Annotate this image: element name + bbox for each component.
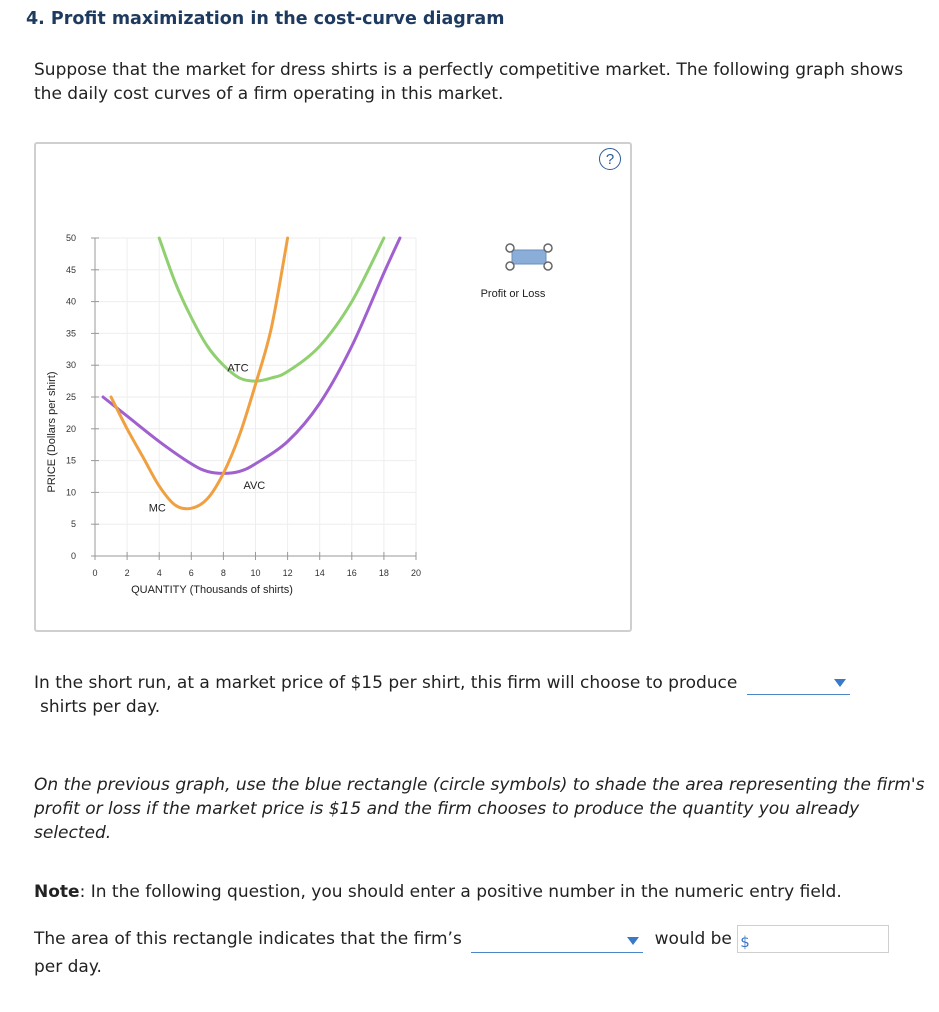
rectangle-handle-icon: [544, 262, 552, 270]
y-tick-label: 0: [70, 551, 76, 561]
x-tick-label: 10: [250, 568, 261, 578]
x-axis-label: QUANTITY (Thousands of shirts): [131, 584, 293, 596]
profit-loss-dropdown[interactable]: [471, 932, 643, 953]
profit-rectangle-tool: [512, 250, 546, 264]
chevron-down-icon: [834, 679, 846, 687]
rectangle-handle-icon: [506, 262, 514, 270]
note-paragraph: [34, 880, 929, 904]
y-tick-label: 25: [65, 392, 76, 402]
y-tick-label: 15: [65, 455, 76, 466]
curve-atc: [159, 238, 384, 381]
note-text: : In the following question, you should enter a positive number in the numeric entry field.: [79, 882, 842, 902]
y-tick-label: 20: [65, 423, 76, 434]
curve-label-mc: MC: [148, 502, 166, 515]
x-tick-label: 16: [346, 568, 357, 578]
y-tick-label: 10: [65, 487, 76, 498]
x-tick-label: 18: [378, 568, 389, 578]
q3-text-c: per day.: [34, 957, 102, 977]
q1-text-a: In the short run, at a market price of $15 per shirt, this firm will choose to produce: [34, 673, 738, 693]
amount-input[interactable]: [737, 925, 889, 953]
y-tick-label: 35: [65, 328, 76, 339]
q3-text-a: The area of this rectangle indicates that the firm’s: [34, 929, 462, 949]
rectangle-handle-icon: [544, 244, 552, 252]
curve-avc: [103, 238, 400, 473]
x-tick-label: 20: [410, 568, 422, 578]
help-icon[interactable]: ?: [599, 148, 621, 170]
x-tick-label: 2: [124, 568, 130, 578]
y-tick-label: 5: [70, 519, 76, 530]
q3-text-b: would be: [654, 929, 732, 949]
legend-label: Profit or Loss: [480, 288, 546, 300]
chevron-down-icon: [627, 937, 639, 945]
note-label: Note: [34, 882, 80, 902]
x-tick-label: 4: [156, 568, 162, 578]
y-axis-label: PRICE (Dollars per shirt): [46, 371, 58, 493]
question-profit: [34, 925, 929, 981]
dollar-sign: $: [740, 933, 750, 951]
y-tick-label: 30: [65, 360, 76, 371]
curve-label-atc: ATC: [227, 362, 249, 375]
intro-paragraph: Suppose that the market for dress shirts is a perfectly competitive market. The following graph shows the daily cost curves of a firm operating in this market.: [34, 60, 904, 104]
q1-text-b: shirts per day.: [40, 697, 161, 717]
shading-instruction: On the previous graph, use the blue rectangle (circle symbols) to shade the area representing the firm's profit or loss if the market price is $15 and the firm chooses to produce the quantity you already selected.: [34, 775, 925, 843]
y-tick-label: 40: [65, 296, 76, 307]
rectangle-handle-icon: [506, 244, 514, 252]
x-tick-label: 6: [188, 568, 194, 578]
x-tick-label: 12: [282, 568, 293, 578]
question-quantity: [34, 671, 914, 719]
x-tick-label: 0: [92, 568, 98, 578]
y-tick-label: 50: [65, 233, 76, 243]
quantity-dropdown[interactable]: [747, 674, 850, 695]
page-title: 4. Profit maximization in the cost-curve diagram: [26, 9, 505, 29]
x-tick-label: 14: [314, 568, 325, 578]
y-tick-label: 45: [65, 264, 76, 275]
curve-label-avc: AVC: [243, 480, 266, 493]
x-tick-label: 8: [220, 568, 226, 578]
